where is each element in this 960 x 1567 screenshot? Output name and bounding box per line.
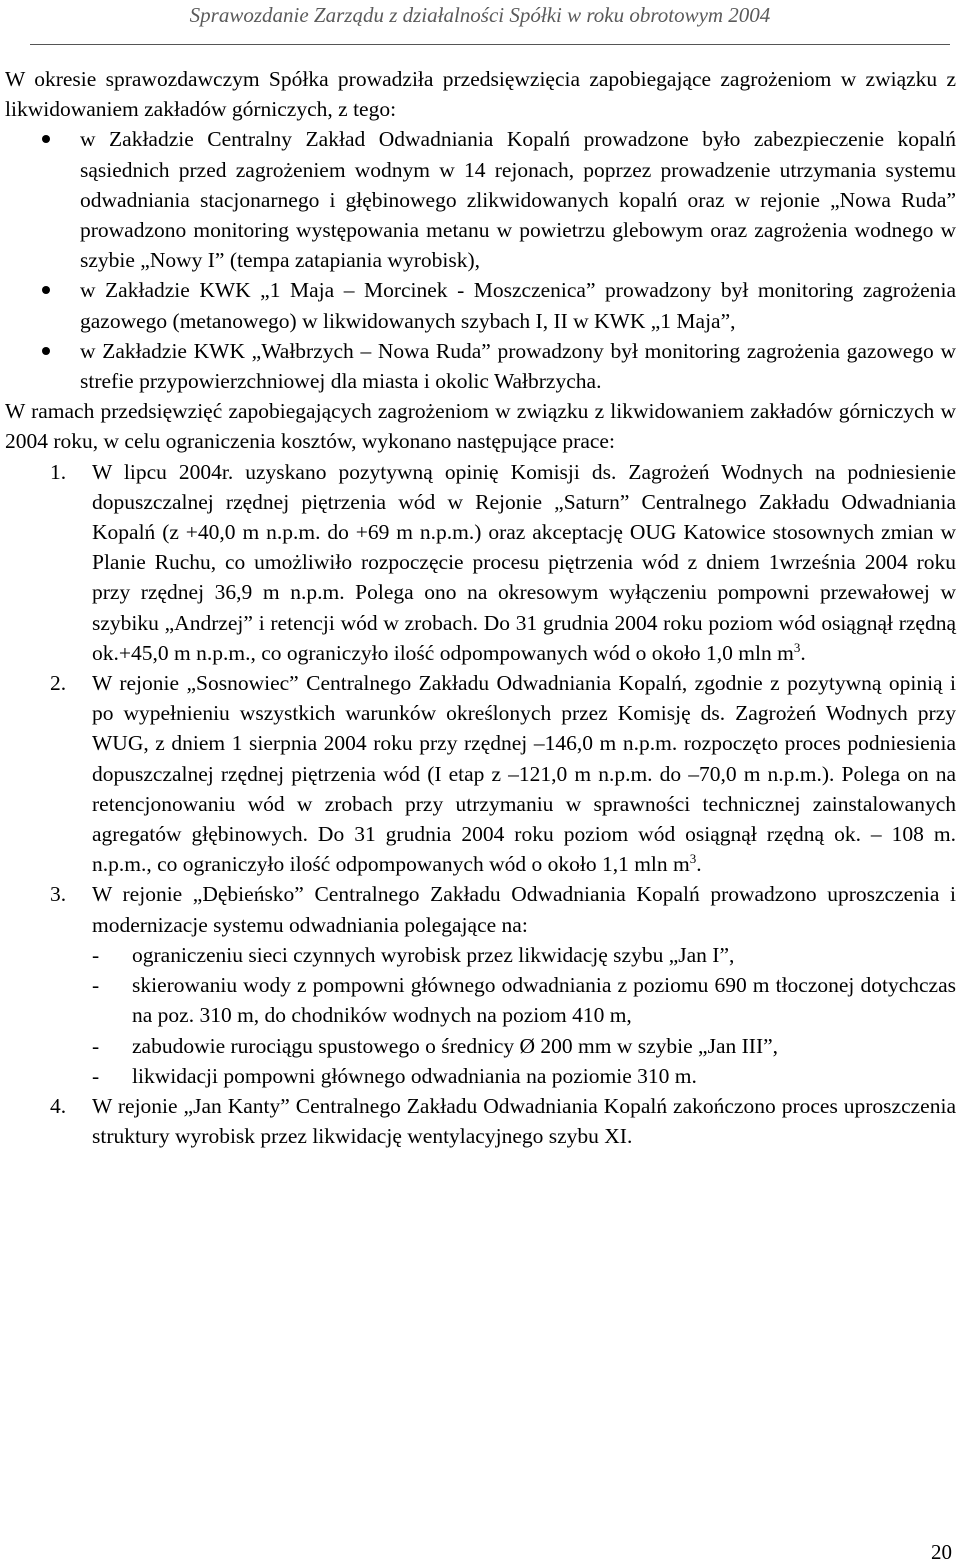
item-text: W rejonie „Jan Kanty” Centralnego Zakładu Odwadniania Kopalń zakończono proces uproszczenia struktury wyrobisk przez likwidację wentylacyjnego szybu XI.	[92, 1093, 956, 1149]
dash-item: - likwidacji pompowni głównego odwadniania na poziomie 310 m.	[92, 1063, 697, 1088]
header-title: Sprawozdanie Zarządu z działalności Spółki w roku obrotowym 2004	[189, 3, 771, 27]
item-text: W lipcu 2004r. uzyskano pozytywną opinię Komisji ds. Zagrożeń Wodnych na podniesienie dopuszczalnej rzędnej piętrzenia wód w Rejonie „Saturn” Centralnego Zakładu Odwadniania Kopalń (z +40,0 m n.p.m. do +69 m n.p.m.) oraz akceptację OUG Katowice stosownych zmian w Planie Ruchu, co umożliwiło rozpoczęcie procesu piętrzenia wód z dniem 1września 2004 roku przy rzędnej 36,9 m n.p.m. Polega ono na okresowym wyłączeniu pompowni przewałowej w szybiku „Andrzej” i retencji wód w zrobach. Do 31 grudnia 2004 roku poziom wód osiągnął rzędną ok.+45,0 m n.p.m., co ograniczyło ilość odpompowanych wód o około 1,0 mln m	[92, 459, 956, 665]
numbered-item: 1. W lipcu 2004r. uzyskano pozytywną opinię Komisji ds. Zagrożeń Wodnych na podniesienie dopuszczalnej rzędnej piętrzenia wód w Rejonie „Saturn” Centralnego Zakładu Odwadniania Kopalń (z +40,0 m n.p.m. do +69 m n.p.m.) oraz akceptację OUG Katowice stosownych zmian w Planie Ruchu, co umożliwiło rozpoczęcie procesu piętrzenia wód z dniem 1września 2004 roku przy rzędnej 36,9 m n.p.m. Polega ono na okresowym wyłączeniu pompowni przewałowej w szybiku „Andrzej” i retencji wód w zrobach. Do 31 grudnia 2004 roku poziom wód osiągnął rzędną ok.+45,0 m n.p.m., co ograniczyło ilość odpompowanych wód o około 1,0 mln $m^3$.	[5, 457, 956, 668]
bullet-icon	[42, 135, 50, 143]
page-header	[0, 0, 960, 28]
item-number: 4.	[50, 1093, 67, 1118]
bullet-item: w Zakładzie KWK „Wałbrzych – Nowa Ruda” prowadzony był monitoring zagrożenia gazowego w strefie przypowierzchniowej dla miasta i okolic Wałbrzycha.	[5, 336, 956, 396]
item-text: W rejonie „Dębieńsko” Centralnego Zakładu Odwadniania Kopalń prowadzono uproszczenia i modernizacje systemu odwadniania polegające na:	[92, 882, 956, 937]
numbered-list	[5, 457, 956, 1152]
bullet-list	[5, 124, 956, 396]
page-number: 20	[931, 1540, 952, 1564]
header-rule	[30, 44, 950, 45]
bullet-item: w Zakładzie Centralny Zakład Odwadniania Kopalń prowadzone było zabezpieczenie kopalń sąsiednich przed zagrożeniem wodnym w 14 rejonach, poprzez prowadzenie utrzymania systemu odwadniania stacjonarnego i głębinowego zlikwidowanych kopalń oraz w rejonie „Nowa Ruda” prowadzono monitoring występowania metanu w powietrzu glebowym oraz zagrożenia wodnego w szybie „Nowy I” (tempa zatapiania wyrobisk),	[5, 124, 956, 275]
bullet-item: w Zakładzie KWK „1 Maja – Morcinek - Moszczenica” prowadzony był monitoring zagrożenia gazowego (metanowego) w likwidowanych szybach I, II w KWK „1 Maja”,	[5, 275, 956, 335]
dash-item: - ograniczeniu sieci czynnych wyrobisk przez likwidację szybu „Jan I”,	[92, 942, 735, 967]
item-number: 1.	[50, 459, 67, 484]
numbered-item	[5, 879, 956, 1090]
bullet-icon	[42, 286, 50, 294]
document-body	[5, 64, 956, 1151]
dash-item: - skierowaniu wody z pompowni głównego odwadniania z poziomu 690 m tłoczonej dotychczas na poz. 310 m, do chodników wodnych na poziom 410 m,	[92, 973, 956, 1028]
item-number: 2.	[50, 671, 67, 696]
numbered-item	[5, 1091, 956, 1151]
works-paragraph: W ramach przedsięwzięć zapobiegających zagrożeniom w związku z likwidowaniem zakładów górniczych w 2004 roku, w celu ograniczenia kosztów, wykonano następujące prace:	[5, 399, 956, 454]
numbered-item: 2. W rejonie „Sosnowiec” Centralnego Zakładu Odwadniania Kopalń, zgodnie z pozytywną opinią i po wypełnieniu wszystkich warunków określonych przez Komisję ds. Zagrożeń Wodnych przy WUG, z dniem 1 sierpnia 2004 roku przy rzędnej –146,0 m n.p.m. rozpoczęto proces podniesienia dopuszczalnej rzędnej piętrzenia wód (I etap z –121,0 m n.p.m. do –70,0 m n.p.m.). Polega on na retencjonowaniu wód w zrobach przy utrzymaniu w sprawności technicznej zainstalowanych agregatów głębinowych. Do 31 grudnia 2004 roku poziom wód osiągnął rzędną ok. – 108 m. n.p.m., co ograniczyło ilość odpompowanych wód o około 1,1 mln $m^3$.	[5, 668, 956, 879]
dash-list	[92, 940, 956, 1091]
item-text: W rejonie „Sosnowiec” Centralnego Zakładu Odwadniania Kopalń, zgodnie z pozytywną opinią i po wypełnieniu wszystkich warunków określonych przez Komisję ds. Zagrożeń Wodnych przy WUG, z dniem 1 sierpnia 2004 roku przy rzędnej –146,0 m n.p.m. rozpoczęto proces podniesienia dopuszczalnej rzędnej piętrzenia wód (I etap z –121,0 m n.p.m. do –70,0 m n.p.m.). Polega on na retencjonowaniu wód w zrobach przy utrzymaniu w sprawności technicznej zainstalowanych agregatów głębinowych. Do 31 grudnia 2004 roku poziom wód osiągnął rzędną ok. – 108 m. n.p.m., co ograniczyło ilość odpompowanych wód o około 1,1 mln m	[92, 671, 956, 877]
dash-item: - zabudowie rurociągu spustowego o średnicy Ø 200 mm w szybie „Jan III”,	[92, 1033, 779, 1058]
item-number: 3.	[50, 882, 67, 907]
intro-paragraph: W okresie sprawozdawczym Spółka prowadziła przedsięwzięcia zapobiegające zagrożeniom w związku z likwidowaniem zakładów górniczych, z tego:	[5, 67, 956, 122]
bullet-icon	[42, 347, 50, 355]
